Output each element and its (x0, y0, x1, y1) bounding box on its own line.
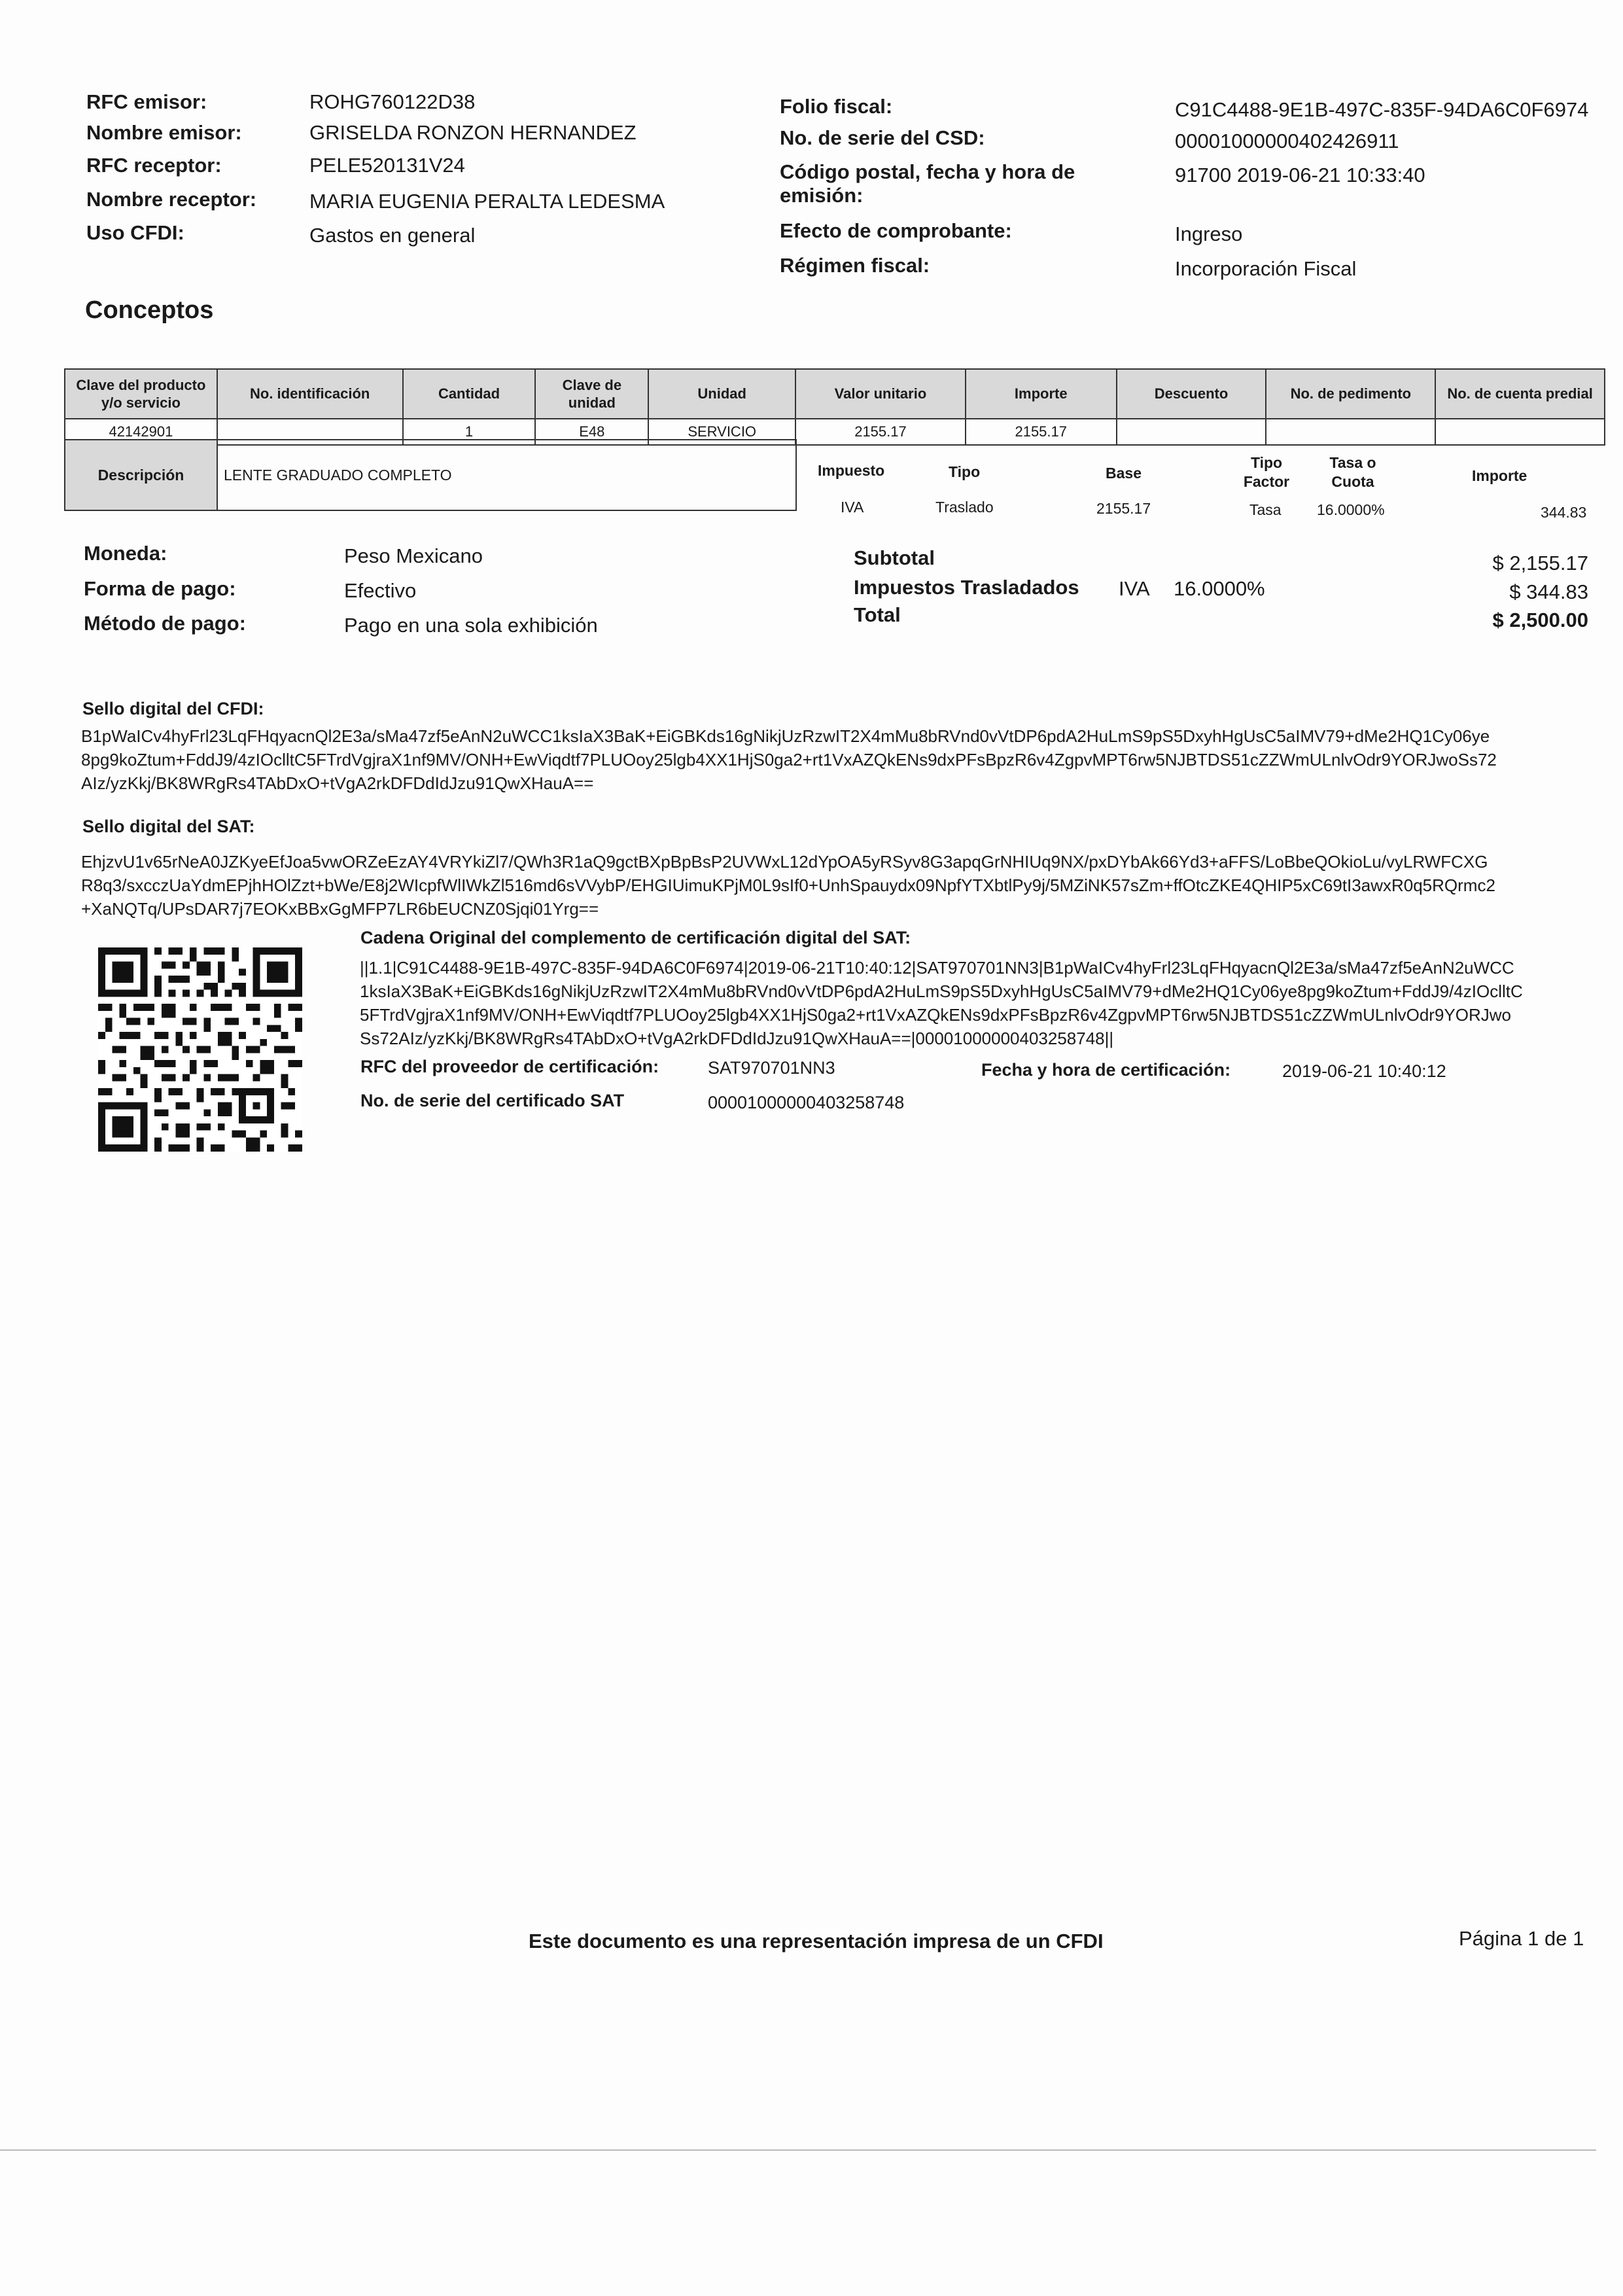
cell-cantidad: 1 (403, 419, 536, 445)
cell-valor-unitario: 2155.17 (795, 419, 966, 445)
cadena-title: Cadena Original del complemento de certificación digital del SAT: (360, 928, 911, 947)
regimen-label: Régimen fiscal: (780, 254, 930, 277)
page-number: Página 1 de 1 (1459, 1927, 1584, 1950)
description-label: Descripción (65, 440, 218, 510)
nombre-receptor-value: MARIA EUGENIA PERALTA LEDESMA (309, 190, 665, 213)
sello-cfdi-text (81, 725, 1605, 796)
cadena-line: 5FTrdVgjraX1nf9MV/ONH+EwViqdtf7PLUOoy25lgb4XX1HjS0ga2+rt1VxAZQkENs9dxPFsBpzR6v4ZgpvMPT6rw5NJBTDS51cZZWmULnlvOdr9YORJwo (360, 1004, 1511, 1025)
description-value: LENTE GRADUADO COMPLETO (224, 467, 452, 484)
subtotal-label: Subtotal (854, 546, 935, 569)
fecha-certificacion-value: 2019-06-21 10:40:12 (1282, 1061, 1446, 1081)
description-box (64, 439, 797, 511)
th-valor-unitario: Valor unitario (795, 369, 966, 419)
sello-sat-title: Sello digital del SAT: (82, 817, 255, 836)
sello-cfdi-line: AIz/yzKkj/BK8WRgRs4TAbDxO+tVgA2rkDFDdIdJzu91QwXHauA== (81, 773, 594, 793)
fecha-certificacion-label: Fecha y hora de certificación: (981, 1060, 1231, 1080)
cadena-line: 1ksIaX3BaK+EiGBKds16gNikjUzRzwIT2X4mMu8bRVnd0vVtDP6pdA2HuLmS9pS5DxyhHgUsC5aIMV79+dMe2HQ1Cy06ye8pg9koZtum+FddJ9/4zIOclltC (360, 981, 1523, 1001)
metodo-pago-value: Pago en una sola exhibición (344, 614, 598, 637)
cell-unidad: SERVICIO (648, 419, 795, 445)
nombre-emisor-value: GRISELDA RONZON HERNANDEZ (309, 121, 637, 144)
th-clave-unidad: Clave de unidad (535, 369, 648, 419)
impuestos-label: Impuestos Trasladados (854, 576, 1079, 599)
table-header-row (65, 369, 1605, 419)
cell-clave-unidad: E48 (535, 419, 648, 445)
tax-base: 2155.17 (1096, 500, 1151, 517)
cell-clave-producto: 42142901 (65, 419, 217, 445)
impuestos-iva: IVA (1119, 577, 1150, 600)
codigo-postal-value: 91700 2019-06-21 10:33:40 (1175, 164, 1425, 186)
metodo-pago-label: Método de pago: (84, 612, 246, 635)
cell-no-pedimento (1266, 419, 1435, 445)
serie-certificado-value: 00001000000403258748 (708, 1093, 905, 1112)
codigo-postal-label-line1: Código postal, fecha y hora de (780, 160, 1075, 183)
tax-importe: 344.83 (1541, 504, 1587, 521)
csd-serie-value: 00001000000402426911 (1175, 130, 1399, 152)
uso-cfdi-value: Gastos en general (309, 224, 476, 247)
codigo-postal-label-line2: emisión: (780, 184, 864, 207)
tax-factor: Tasa (1249, 501, 1282, 518)
impuestos-value: $ 344.83 (1509, 580, 1588, 603)
tax-h-importe: Importe (1472, 467, 1527, 484)
cell-no-cuenta-predial (1435, 419, 1605, 445)
forma-pago-value: Efectivo (344, 579, 417, 602)
th-unidad: Unidad (648, 369, 795, 419)
tax-h-tasa: Tasa o Cuota (1329, 454, 1376, 490)
tax-h-base: Base (1106, 465, 1142, 482)
rfc-proveedor-label: RFC del proveedor de certificación: (360, 1057, 659, 1076)
rfc-emisor-value: ROHG760122D38 (309, 90, 476, 113)
rfc-emisor-label: RFC emisor: (86, 90, 207, 113)
nombre-emisor-label: Nombre emisor: (86, 121, 242, 144)
sello-cfdi-line: 8pg9koZtum+FddJ9/4zIOclltC5FTrdVgjraX1nf9MV/ONH+EwViqdtf7PLUOoy25lgb4XX1HjS0ga2+rt1VxAZQkENs9dxPFsBpzR6v4ZgpvMPT6rw5NJBTDS51cZZWmULnlvOdr9YORJwoSs72 (81, 749, 1497, 769)
folio-fiscal-value: C91C4488-9E1B-497C-835F-94DA6C0F6974 (1175, 98, 1589, 121)
rfc-proveedor-value: SAT970701NN3 (708, 1058, 835, 1078)
moneda-value: Peso Mexicano (344, 544, 483, 567)
sello-sat-line: EhjzvU1v65rNeA0JZKyeEfJoa5vwORZeEzAY4VRYkiZl7/QWh3R1aQ9gctBXpBpBsP2UVWxL12dYpOA5yRSyv8G3apqGrNHIUq9NX/pxDYbAk66Yd3+aFFS/LoBbeQOkioLu/vyLRWFCXG (81, 852, 1488, 872)
total-label: Total (854, 603, 901, 626)
rfc-receptor-label: RFC receptor: (86, 154, 222, 177)
sello-sat-text (81, 851, 1605, 921)
cell-descuento (1117, 419, 1266, 445)
th-descuento: Descuento (1117, 369, 1266, 419)
sello-cfdi-line: B1pWaICv4hyFrl23LqFHqyacnQl2E3a/sMa47zf5eAnN2uWCC1ksIaX3BaK+EiGBKds16gNikjUzRzwIT2X4mMu8bRVnd0vVtDP6pdA2HuLmS9pS5DxyhHgUsC5aIMV79+dMe2HQ1Cy06ye (81, 726, 1490, 746)
csd-serie-label: No. de serie del CSD: (780, 126, 985, 149)
sello-sat-line: R8q3/sxcczUaYdmEPjhHOlZzt+bWe/E8j2WIcpfWlIWkZl516md6sVVybP/EHGIUimuKPjM0L9sIf0+UnhSpauydx09NpfYTXbtlPy9j/5MZiNK57sZm+ffOtcZKE4QHIP5xC69tI3awxR0q5RQrmc2 (81, 875, 1495, 895)
moneda-label: Moneda: (84, 542, 167, 565)
cell-importe: 2155.17 (966, 419, 1117, 445)
total-value: $ 2,500.00 (1492, 609, 1588, 631)
th-no-pedimento: No. de pedimento (1266, 369, 1435, 419)
footer-notice: Este documento es una representación impresa de un CFDI (529, 1930, 1104, 1952)
th-no-cuenta-predial: No. de cuenta predial (1435, 369, 1605, 419)
tax-tasa: 16.0000% (1317, 501, 1385, 518)
uso-cfdi-label: Uso CFDI: (86, 221, 184, 244)
th-importe: Importe (966, 369, 1117, 419)
tax-h-tipo: Tipo (949, 463, 981, 480)
forma-pago-label: Forma de pago: (84, 577, 236, 600)
th-no-identificacion: No. identificación (217, 369, 403, 419)
th-clave-producto: Clave del producto y/o servicio (65, 369, 217, 419)
tax-tipo: Traslado (935, 499, 994, 516)
nombre-receptor-label: Nombre receptor: (86, 188, 257, 211)
efecto-label: Efecto de comprobante: (780, 219, 1012, 242)
subtotal-value: $ 2,155.17 (1492, 552, 1588, 574)
regimen-value: Incorporación Fiscal (1175, 257, 1357, 280)
folio-fiscal-label: Folio fiscal: (780, 95, 893, 118)
impuestos-tasa: 16.0000% (1174, 577, 1265, 600)
codigo-postal-label (780, 160, 1075, 207)
cadena-line: ||1.1|C91C4488-9E1B-497C-835F-94DA6C0F6974|2019-06-21T10:40:12|SAT970701NN3|B1pWaICv4hyFrl23LqFHqyacnQl2E3a/sMa47zf5eAnN2uWCC (360, 958, 1514, 978)
cadena-text (360, 957, 1606, 1051)
serie-certificado-label: No. de serie del certificado SAT (360, 1091, 625, 1110)
qr-code-icon (98, 947, 302, 1152)
efecto-value: Ingreso (1175, 222, 1243, 245)
tax-impuesto: IVA (841, 499, 864, 516)
rfc-receptor-value: PELE520131V24 (309, 154, 465, 177)
sello-cfdi-title: Sello digital del CFDI: (82, 699, 264, 718)
tax-h-tipo-factor: Tipo Factor (1243, 454, 1290, 490)
page-edge-divider (0, 2149, 1596, 2151)
concepts-table (64, 368, 1605, 446)
cadena-line: Ss72AIz/yzKkj/BK8WRgRs4TAbDxO+tVgA2rkDFDdIdJzu91QwXHauA==|00001000000403258748|| (360, 1028, 1114, 1048)
tax-h-impuesto: Impuesto (818, 462, 885, 479)
th-cantidad: Cantidad (403, 369, 536, 419)
conceptos-title: Conceptos (85, 296, 214, 324)
sello-sat-line: +XaNQTq/UPsDAR7j7EOKxBBxGgMFP7LR6bEUCNZ0Sjqi01Yrg== (81, 898, 599, 919)
